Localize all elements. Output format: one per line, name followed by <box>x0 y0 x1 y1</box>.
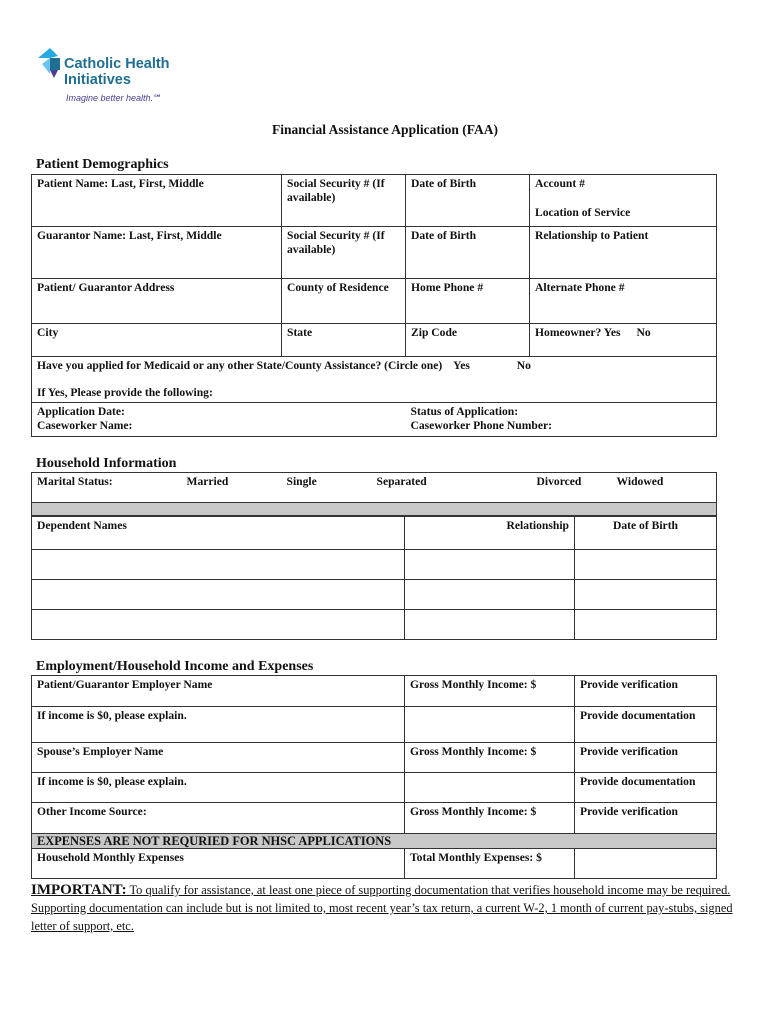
total-expenses-field[interactable]: Total Monthly Expenses: $ <box>405 849 575 879</box>
spouse-employer-field[interactable]: Spouse’s Employer Name <box>32 743 405 773</box>
demographics-table <box>31 174 717 437</box>
alt-phone-field[interactable]: Alternate Phone # <box>530 279 717 324</box>
employer-field[interactable]: Patient/Guarantor Employer Name <box>32 676 405 707</box>
marital-status-label: Marital Status: <box>32 473 182 503</box>
expenses-note: EXPENSES ARE NOT REQURIED FOR NHSC APPLICATIONS <box>32 834 717 849</box>
zero-income-1-explain[interactable] <box>405 707 575 743</box>
application-date-field[interactable]: Application Date: Caseworker Name: <box>32 403 406 437</box>
option-separated[interactable]: Separated <box>372 473 532 503</box>
homeowner-field[interactable]: Homeowner? Yes No <box>530 324 717 357</box>
medicaid-yes[interactable]: Yes <box>453 359 470 372</box>
doc-2: Provide documentation <box>575 773 717 803</box>
zip-field[interactable]: Zip Code <box>406 324 530 357</box>
section-heading-household: Household Information <box>36 456 177 471</box>
medicaid-question: Have you applied for Medicaid or any other State/County Assistance? (Circle one) Yes No If Yes, Please provide the following: <box>32 357 717 403</box>
option-married[interactable]: Married <box>182 473 282 503</box>
shaded-divider <box>32 503 717 516</box>
zero-income-2-explain[interactable] <box>405 773 575 803</box>
important-text: To qualify for assistance, at least one piece of supporting documentation that verifies household income may be required. Supporting documentation can include but is not limited to, most recent year’s tax return, a current W-2, 1 month of current pay-stubs, signed letter of support, etc. <box>31 883 733 933</box>
city-field[interactable]: City <box>32 324 282 357</box>
logo-tagline: Imagine better health.℠ <box>66 93 163 103</box>
zero-income-1[interactable]: If income is $0, please explain. <box>32 707 405 743</box>
option-divorced[interactable]: Divorced <box>532 473 612 503</box>
dob-field[interactable]: Date of Birth <box>406 175 530 227</box>
county-field[interactable]: County of Residence <box>282 279 406 324</box>
verify-1: Provide verification <box>575 676 717 707</box>
guarantor-name-field[interactable]: Guarantor Name: Last, First, Middle <box>32 227 282 279</box>
dependent-row[interactable] <box>32 550 717 580</box>
application-status-field[interactable]: Status of Application: Caseworker Phone Number: <box>406 403 717 437</box>
medicaid-no[interactable]: No <box>516 359 531 372</box>
section-heading-demographics: Patient Demographics <box>36 157 169 172</box>
gross-income-1[interactable]: Gross Monthly Income: $ <box>405 676 575 707</box>
dependent-row[interactable] <box>32 580 717 610</box>
gross-income-2[interactable]: Gross Monthly Income: $ <box>405 743 575 773</box>
zero-income-2[interactable]: If income is $0, please explain. <box>32 773 405 803</box>
doc-1: Provide documentation <box>575 707 717 743</box>
important-label: IMPORTANT: <box>31 882 127 898</box>
state-field[interactable]: State <box>282 324 406 357</box>
verify-3: Provide verification <box>575 803 717 834</box>
household-table <box>31 472 717 516</box>
verify-2: Provide verification <box>575 743 717 773</box>
total-expenses-value[interactable] <box>575 849 717 879</box>
homeowner-no[interactable]: No <box>636 326 651 339</box>
page-title: Financial Assistance Application (FAA) <box>272 122 498 137</box>
patient-name-field[interactable]: Patient Name: Last, First, Middle <box>32 175 282 227</box>
option-widowed[interactable]: Widowed <box>612 473 717 503</box>
home-phone-field[interactable]: Home Phone # <box>406 279 530 324</box>
section-heading-employment: Employment/Household Income and Expenses <box>36 659 314 674</box>
dependent-relationship-header: Relationship <box>405 517 575 550</box>
account-field[interactable]: Account # Location of Service <box>530 175 717 227</box>
employment-table <box>31 675 717 879</box>
dependent-row[interactable] <box>32 610 717 640</box>
logo-wordmark: Catholic Health Initiatives <box>64 56 170 88</box>
gross-income-3[interactable]: Gross Monthly Income: $ <box>405 803 575 834</box>
household-expenses-field[interactable]: Household Monthly Expenses <box>32 849 405 879</box>
dependents-table <box>31 516 717 640</box>
other-income-field[interactable]: Other Income Source: <box>32 803 405 834</box>
relationship-field[interactable]: Relationship to Patient <box>530 227 717 279</box>
ssn-field[interactable]: Social Security # (If available) <box>282 175 406 227</box>
address-field[interactable]: Patient/ Guarantor Address <box>32 279 282 324</box>
dependent-names-header: Dependent Names <box>32 517 405 550</box>
dependent-dob-header: Date of Birth <box>575 517 717 550</box>
homeowner-yes[interactable]: Yes <box>603 326 621 339</box>
option-single[interactable]: Single <box>282 473 372 503</box>
if-yes-label: If Yes, Please provide the following: <box>37 386 213 399</box>
guarantor-dob-field[interactable]: Date of Birth <box>406 227 530 279</box>
important-note <box>31 881 739 935</box>
guarantor-ssn-field[interactable]: Social Security # (If available) <box>282 227 406 279</box>
